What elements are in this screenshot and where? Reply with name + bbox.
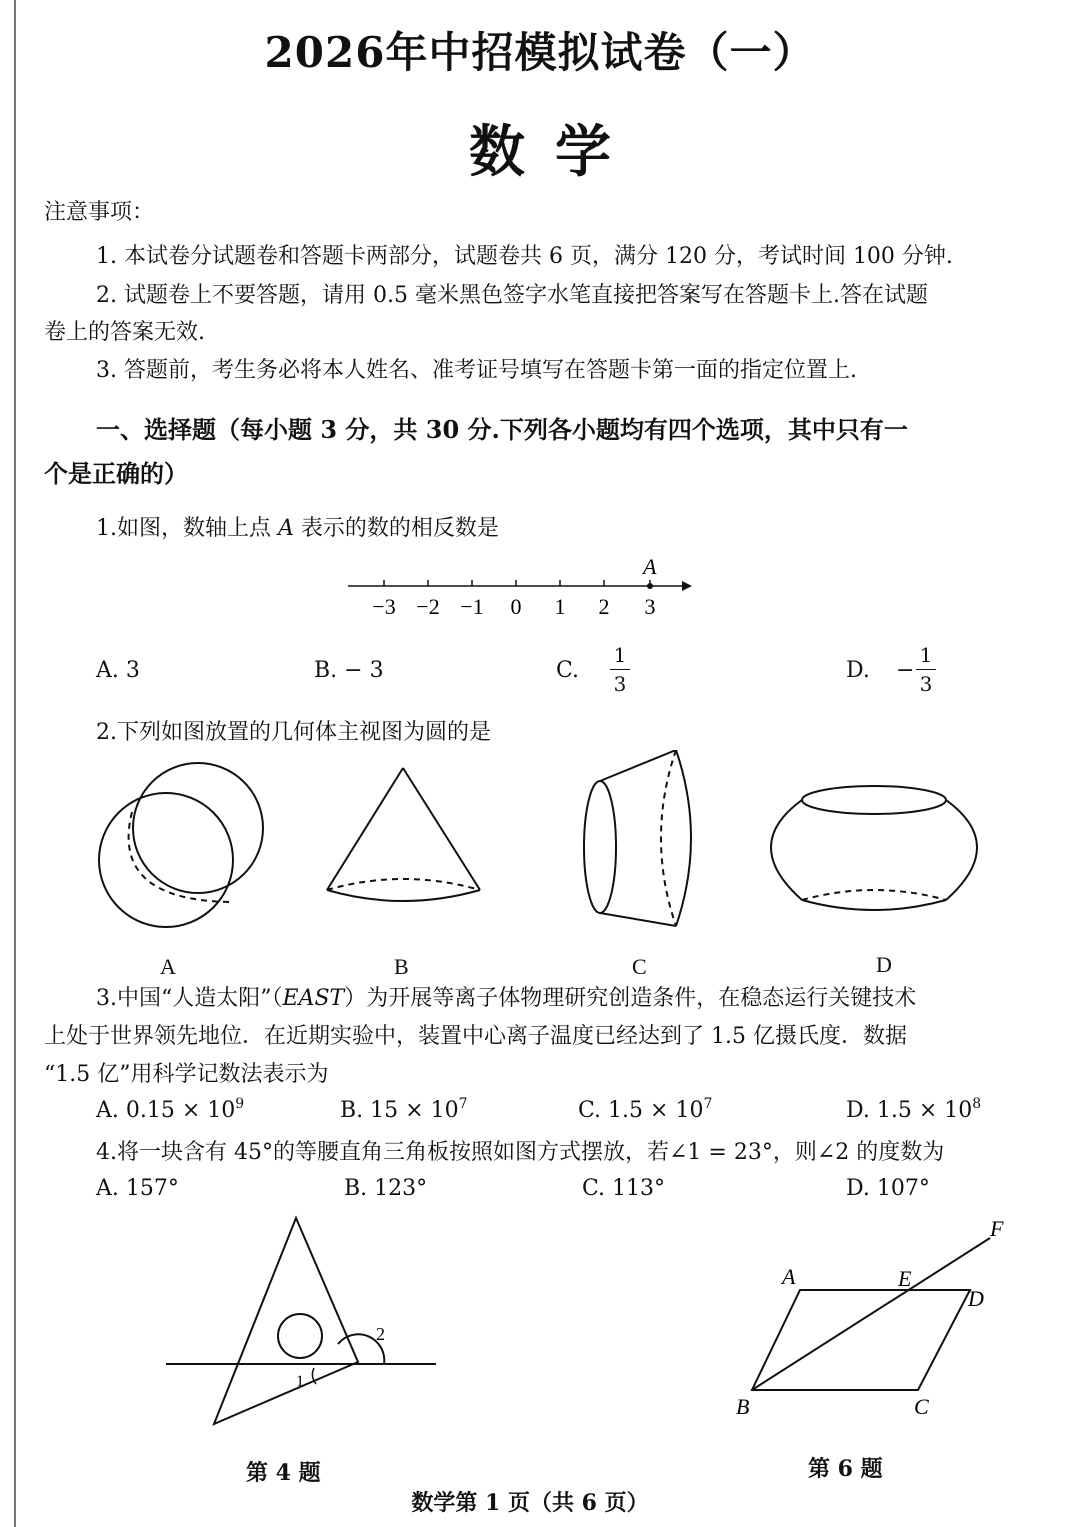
notice-item-3: 3. 答题前，考生务必将本人姓名、准考证号填写在答题卡第一面的指定位置上. [96, 358, 857, 383]
tick-label: 1 [554, 594, 566, 619]
point-e-label: E [898, 1266, 912, 1291]
figure-4-caption: 第 4 题 [246, 1460, 321, 1486]
tick-label: −2 [416, 594, 440, 619]
page-footer: 数学第 1 页（共 6 页） [411, 1490, 649, 1516]
q4-triangle-figure [160, 1210, 450, 1440]
section-heading: 一、选择题（每小题 3 分，共 30 分.下列各小题均有四个选项，其中只有一 [96, 415, 908, 444]
page-border-line [14, 0, 16, 1527]
set-square-hole [278, 1314, 322, 1358]
q4-option-b: B. 123° [344, 1176, 428, 1201]
q1-option-d-fraction: 1 3 [916, 644, 936, 695]
notice-heading: 注意事项： [44, 200, 155, 225]
q3-option-d: D. $1.5 \times 10^8$ [846, 1096, 982, 1123]
q1-option-d-sign: − [896, 658, 915, 683]
q4-option-c: C. 113° [582, 1176, 666, 1201]
question-1-stem: 1.如图，数轴上点 A 表示的数的相反数是 [96, 516, 499, 541]
solid-b-label: B [394, 954, 409, 979]
exam-title: 2026年中招模拟试卷（一） [264, 28, 816, 77]
section-heading-cont: 个是正确的） [44, 459, 188, 488]
q1-option-b: B. − 3 [314, 658, 384, 683]
q3-option-b: B. $15 \times 10^7$ [340, 1096, 468, 1123]
q1-option-d-label: D. [846, 658, 870, 683]
point-a-dot [647, 583, 653, 589]
solid-d-barrel [771, 786, 977, 910]
q3-option-a: A. $0.15 \times 10^9$ [96, 1096, 245, 1123]
solid-d-label: D [876, 952, 892, 977]
question-2-stem: 2.下列如图放置的几何体主视图为圆的是 [96, 720, 491, 745]
tick-label: 3 [644, 594, 656, 619]
subject-title: 数学 [469, 119, 641, 185]
solid-a-shape [99, 763, 263, 927]
number-line-arrow [682, 581, 692, 591]
q1-option-c-fraction: 1 3 [610, 644, 630, 695]
question-3-line-3: “1.5 亿”用科学记数法表示为 [44, 1062, 329, 1087]
tick-label: −1 [460, 594, 484, 619]
q3-option-c: C. $1.5 \times 10^7$ [578, 1096, 713, 1123]
q2-solids-figure [80, 750, 1000, 990]
question-3-line-1: 3.中国“人造太阳”（EAST）为开展等离子体物理研究创造条件，在稳态运行关键技术 [96, 986, 917, 1011]
tick-label: −3 [372, 594, 396, 619]
notice-item-1: 1. 本试卷分试题卷和答题卡两部分，试题卷共 6 页，满分 120 分，考试时间 100 分钟. [96, 244, 953, 269]
point-f-label: F [990, 1216, 1004, 1241]
tick-label: 0 [510, 594, 522, 619]
parallelogram-abcd [752, 1290, 970, 1390]
number-line-ticks [384, 580, 650, 586]
q4-option-a: A. 157° [96, 1176, 179, 1201]
tick-label: 2 [598, 594, 610, 619]
solid-c-frustum [584, 750, 691, 926]
angle-2-label: 2 [376, 1324, 385, 1344]
point-a-label: A [643, 554, 657, 579]
solid-c-label: C [632, 954, 647, 979]
question-4-stem: 4.将一块含有 45°的等腰直角三角板按照如图方式摆放，若∠1 = 23°，则∠2 的度数为 [96, 1140, 945, 1165]
q6-parallelogram-figure [720, 1210, 1040, 1430]
q1-option-c-label: C. [556, 658, 580, 683]
notice-item-2: 2. 试题卷上不要答题，请用 0.5 毫米黑色签字水笔直接把答案写在答题卡上.答在试题 [96, 283, 928, 308]
notice-item-2-cont: 卷上的答案无效. [44, 320, 205, 345]
solid-b-cone [327, 768, 480, 901]
point-a-label: A [782, 1264, 796, 1289]
q1-option-a: A. 3 [96, 658, 140, 683]
angle-1-label: 1 [296, 1373, 304, 1390]
figure-6-caption: 第 6 题 [808, 1456, 883, 1482]
set-square-triangle [214, 1218, 358, 1424]
point-c-label: C [914, 1394, 929, 1419]
point-b-label: B [736, 1394, 750, 1419]
q4-option-d: D. 107° [846, 1176, 930, 1201]
question-3-line-2: 上处于世界领先地位．在近期实验中，装置中心离子温度已经达到了 1.5 亿摄氏度．数据 [44, 1024, 907, 1049]
solid-a-label: A [160, 954, 176, 979]
point-d-label: D [968, 1286, 984, 1311]
number-line-figure [330, 550, 700, 630]
